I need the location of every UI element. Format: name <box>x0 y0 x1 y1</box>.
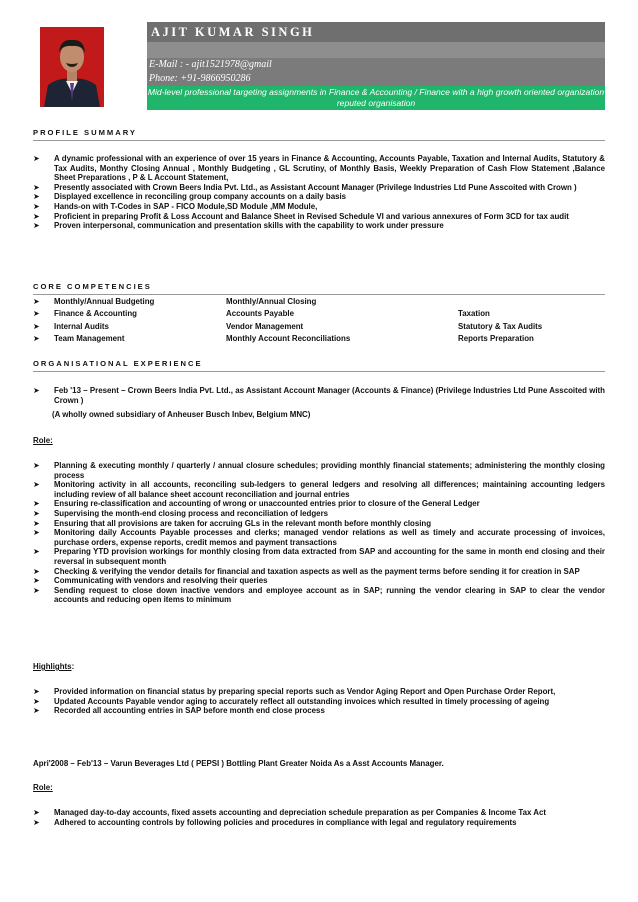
competency: Statutory & Tax Audits <box>458 321 543 331</box>
bullet-arrow-icon: ➤ <box>33 547 40 557</box>
list-item: ➤ Managed day-to-day accounts, fixed assets accounting and depreciation schedule preparation as per Companies & Income Tax Act <box>33 808 546 817</box>
list-item: ➤ Recorded all accounting entries in SAP before month end close process <box>33 706 325 716</box>
list-item: ➤ Ensuring re-classification and accounting of wrong or unaccounted entries prior to closure of the General Ledger <box>33 499 480 509</box>
competency: Monthly/Annual Budgeting <box>54 297 155 306</box>
highlights-list <box>33 687 605 716</box>
bullet-arrow-icon: ➤ <box>33 696 40 706</box>
competency-row <box>33 322 605 334</box>
job-entry: ➤ Feb '13 – Present – Crown Beers India Pvt. Ltd., as Assistant Account Manager (Accounts & Finance) (Privilege Industries Ltd Pune Asscoited with Crown ) <box>33 386 605 405</box>
list-item: ➤ Adhered to accounting controls by following policies and procedures in compliance with legal and regulatory requirements <box>33 817 517 827</box>
bullet-arrow-icon: ➤ <box>33 154 40 163</box>
job2-entry: Apri'2008 – Feb'13 – Varun Beverages Ltd ( PEPSI ) Bottling Plant Greater Noida As a Asst Accounts Manager. <box>33 759 444 768</box>
competency-row <box>33 334 605 346</box>
candidate-name: AJIT KUMAR SINGH <box>147 22 605 42</box>
bullet-arrow-icon: ➤ <box>33 386 40 395</box>
list-item: ➤ A dynamic professional with an experience of over 15 years in Finance & Accounting, Accounts Payable, Taxation and Internal Audits, Statutory & Tax Audits, Monthy Closing Annual , Monthly Budgeting , GL Scrutiny, of Monthly Basis, Weekly Preparation of Cash Flow Statement ,Balance Sheet Preparations , P & L Account Statement, <box>33 154 605 183</box>
competency: Taxation <box>458 309 490 319</box>
phone-line: Phone: +91-9866950286 <box>147 72 605 86</box>
list-item: ➤ Proven interpersonal, communication and presentation skills with the capability to work under pressure <box>33 221 444 231</box>
bullet-arrow-icon: ➤ <box>33 192 40 202</box>
list-item: ➤ Monitoring daily Accounts Payable processes and clerks; managed vendor relations as well as timely and accurate processing of invoices, purchase orders, expense reports, credit memos and payment transactions <box>33 528 605 547</box>
bullet-arrow-icon: ➤ <box>33 201 40 211</box>
list-item: ➤ Sending request to close down inactive vendors and employee account as in SAP; running the vendor clearing in SAP to clear the vendor accounts and reducing open items to minimum <box>33 585 605 605</box>
list-item: ➤ Provided information on financial status by preparing special reports such as Vendor Aging Report and Open Purchase Order Report, <box>33 687 556 696</box>
bullet-arrow-icon: ➤ <box>33 221 40 231</box>
list-item: ➤ Presently associated with Crown Beers India Pvt. Ltd., as Assistant Account Manager (Privilege Industries Ltd Pune Asscoited with Crown ) <box>33 182 577 192</box>
bullet-arrow-icon: ➤ <box>33 687 40 696</box>
list-item: ➤ Proficient in preparing Profit & Loss Account and Balance Sheet in Revised Schedule VI and various annexures of Form 3CD for tax audit <box>33 211 569 221</box>
bullet-arrow-icon: ➤ <box>33 480 40 490</box>
bullet-arrow-icon: ➤ <box>33 211 40 221</box>
job1-subsidiary-note: (A wholly owned subsidiary of Anheuser Busch Inbev, Belgium MNC) <box>52 410 311 419</box>
profile-summary-list <box>33 154 605 231</box>
role2-list <box>33 808 605 827</box>
role2-label: Role: <box>33 783 53 792</box>
competency-row <box>33 297 605 309</box>
list-item: ➤ Monitoring activity in all accounts, reconciling sub-ledgers to general ledgers and resolving all differences; maintaining accounting ledgers including review of all balance sheet account reconciliation and journal entries <box>33 480 605 499</box>
list-item: ➤ Hands-on with T-Codes in SAP - FICO Module,SD Module ,MM Module, <box>33 201 318 211</box>
bullet-arrow-icon: ➤ <box>33 808 40 817</box>
list-item: ➤ Displayed excellence in reconciling group company accounts on a daily basis <box>33 192 347 202</box>
competency: Internal Audits <box>54 321 109 331</box>
job1-list <box>33 386 605 405</box>
competency: Monthly/Annual Closing <box>226 297 317 306</box>
bullet-arrow-icon: ➤ <box>33 321 40 331</box>
profile-summary-heading: PROFILE SUMMARY <box>33 128 605 141</box>
list-item: ➤ Updated Accounts Payable vendor aging to accurately reflect all outstanding invoices which resulted in timely processing of ageing <box>33 696 550 706</box>
list-item: ➤ Supervising the month-end closing process and reconciliation of ledgers <box>33 508 329 518</box>
email-line: E-Mail : - ajit1521978@gmail <box>147 58 605 72</box>
list-item: ➤ Ensuring that all provisions are taken for accruing GLs in the relevant month before monthly closing <box>33 518 432 528</box>
bullet-arrow-icon: ➤ <box>33 297 40 306</box>
bullet-arrow-icon: ➤ <box>33 566 40 576</box>
list-item: ➤ Planning & executing monthly / quarterly / annual closure schedules; providing monthly financial statements; administering the monthly closing process <box>33 461 605 480</box>
competency-row <box>33 309 605 321</box>
bullet-arrow-icon: ➤ <box>33 518 40 528</box>
experience-heading: ORGANISATIONAL EXPERIENCE <box>33 359 605 372</box>
list-item: ➤ Communicating with vendors and resolving their queries <box>33 576 268 586</box>
list-item: ➤ Preparing YTD provision workings for monthly closing from data extracted from SAP and accounting for the same in month end closing and their reversal in subsequent month <box>33 547 605 566</box>
bullet-arrow-icon: ➤ <box>33 499 40 509</box>
bullet-arrow-icon: ➤ <box>33 585 40 595</box>
bullet-arrow-icon: ➤ <box>33 182 40 192</box>
bullet-arrow-icon: ➤ <box>33 309 40 319</box>
competency: Vendor Management <box>226 321 304 331</box>
bullet-arrow-icon: ➤ <box>33 576 40 586</box>
highlights-label: Highlights: <box>33 662 75 671</box>
profile-photo <box>40 27 104 107</box>
role-label: Role: <box>33 436 53 445</box>
core-competencies-grid <box>33 297 605 347</box>
competency: Monthly Account Reconciliations <box>226 334 351 344</box>
bullet-arrow-icon: ➤ <box>33 461 40 470</box>
bullet-arrow-icon: ➤ <box>33 817 40 827</box>
career-objective: Mid-level professional targeting assignments in Finance & Accounting / Finance with a high growth oriented organization reputed organisation <box>147 87 605 108</box>
bullet-arrow-icon: ➤ <box>33 508 40 518</box>
role-list <box>33 461 605 605</box>
competency: Accounts Payable <box>226 309 294 319</box>
competency: Reports Preparation <box>458 334 534 344</box>
bullet-arrow-icon: ➤ <box>33 334 40 344</box>
list-item: ➤ Checking & verifying the vendor details for financial and taxation aspects as well as the payment terms before sending it for creation in SAP <box>33 566 580 576</box>
bullet-arrow-icon: ➤ <box>33 528 40 538</box>
core-competencies-heading: CORE COMPETENCIES <box>33 282 605 295</box>
header-divider <box>147 42 605 58</box>
bullet-arrow-icon: ➤ <box>33 706 40 716</box>
competency: Team Management <box>54 334 125 344</box>
competency: Finance & Accounting <box>54 309 138 319</box>
